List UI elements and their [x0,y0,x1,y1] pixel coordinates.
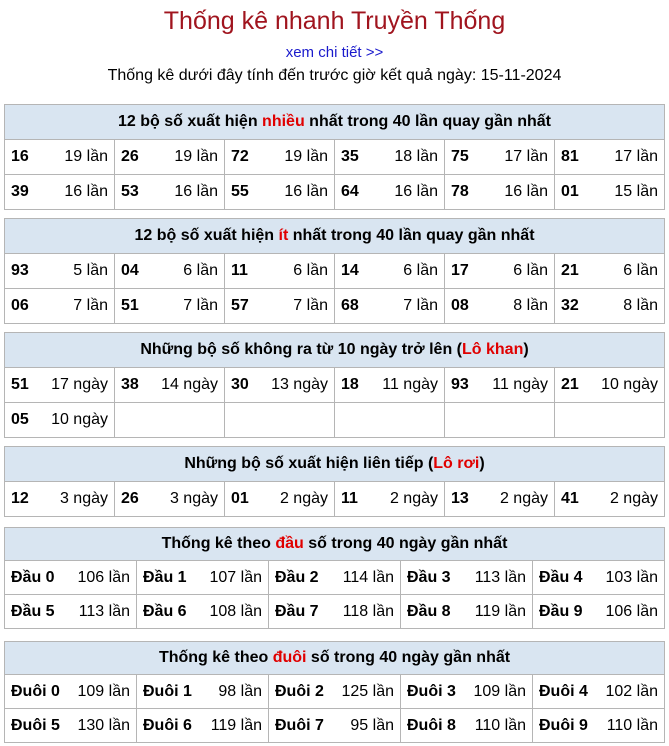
stat-number: 01 [561,183,579,200]
stat-cell [5,709,137,743]
header-text: ) [523,341,529,358]
header-text: Thống kê theo [161,535,276,552]
page-header [0,0,669,86]
stat-number: 35 [341,148,359,165]
stat-number: 26 [121,490,139,507]
stat-count: 119 lần [210,716,262,734]
roi-section-header [5,447,665,482]
stat-number: 72 [231,148,249,165]
table-row [5,595,665,629]
stat-number: 26 [121,148,139,165]
stat-count: 2 ngày [389,490,438,507]
lo-roi-table [4,446,665,517]
stat-number: Đầu 0 [11,568,55,586]
stat-cell [269,595,401,629]
stat-count: 95 lần [350,716,394,734]
stat-number: Đuôi 0 [11,682,60,700]
page-subtitle: Thống kê dưới đây tính đến trước giờ kết quả ngày: 15-11-2024 [107,67,562,84]
stat-cell [225,368,335,403]
stat-number: 05 [11,411,29,428]
stat-count: 110 lần [606,716,658,734]
table-row [5,561,665,595]
stat-number: 13 [451,490,469,507]
stat-number: 41 [561,490,579,507]
stat-number: 75 [451,148,469,165]
stat-cell [225,482,335,517]
header-highlight: đầu [275,535,304,552]
most-frequent-table [4,104,665,210]
stat-number: Đuôi 9 [539,716,588,734]
stat-number: 39 [11,183,29,200]
stat-cell [401,561,533,595]
stat-count: 16 lần [64,183,108,200]
stat-number: 38 [121,376,139,393]
stat-count: 11 ngày [492,376,548,393]
stat-count: 3 ngày [59,490,108,507]
stat-number: 16 [11,148,29,165]
stat-number: Đầu 9 [539,602,583,620]
stat-number: 81 [561,148,579,165]
stat-number: 01 [231,490,249,507]
stat-cell [5,675,137,709]
stat-cell [555,254,665,289]
stat-cell [445,140,555,175]
header-text: Những bộ số không ra từ 10 ngày trở lên ( [140,341,462,358]
stat-cell [269,561,401,595]
stat-cell [445,368,555,403]
stat-count: 2 ngày [499,490,548,507]
lo-khan-table [4,332,665,438]
stat-number: Đuôi 1 [143,682,192,700]
stat-cell [5,289,115,324]
header-text: số trong 40 ngày gần nhất [303,535,508,552]
stat-count: 3 ngày [169,490,218,507]
header-highlight: đuôi [272,649,307,666]
stat-cell [555,368,665,403]
stat-number: 30 [231,376,249,393]
stat-cell [445,175,555,210]
page-title: Thống kê nhanh Truyền Thống [163,7,506,35]
header-text: Những bộ số xuất hiện liên tiếp ( [184,455,434,472]
stat-cell [269,709,401,743]
stat-count: 102 lần [605,682,658,700]
table-row [5,675,665,709]
most-section-header [5,105,665,140]
stat-cell [115,403,225,438]
stat-cell [115,175,225,210]
stat-count: 7 lần [183,297,218,314]
stat-count: 98 lần [218,682,262,700]
stat-cell [401,675,533,709]
stat-cell [445,289,555,324]
stat-number: Đuôi 2 [275,682,324,700]
stat-count: 8 lần [623,297,658,314]
stat-count: 16 lần [394,183,438,200]
stat-count: 17 lần [504,148,548,165]
table-row [5,709,665,743]
stat-count: 2 ngày [279,490,328,507]
stat-number: 55 [231,183,249,200]
stat-count: 113 lần [78,602,130,620]
header-text: số trong 40 ngày gần nhất [306,649,511,666]
stat-number: Đầu 2 [275,568,319,586]
stat-count: 6 lần [183,262,218,279]
table-row [5,403,665,438]
stat-count: 2 ngày [609,490,658,507]
header-highlight: nhiều [262,113,305,130]
stat-cell [137,561,269,595]
stat-count: 16 lần [284,183,328,200]
stat-count: 125 lần [341,682,394,700]
stat-cell [335,254,445,289]
stat-count: 13 ngày [271,376,328,393]
stat-count: 130 lần [77,716,130,734]
stat-cell [5,368,115,403]
stat-count: 7 lần [293,297,328,314]
stat-cell [401,709,533,743]
stat-count: 16 lần [174,183,218,200]
stat-number: 53 [121,183,139,200]
stat-cell [335,403,445,438]
stat-cell [115,368,225,403]
stat-count: 107 lần [209,568,262,586]
stat-number: 57 [231,297,249,314]
stat-count: 106 lần [605,602,658,620]
stat-cell [5,175,115,210]
stat-number: 06 [11,297,29,314]
stat-number: 51 [121,297,139,314]
stat-number: 21 [561,376,579,393]
stat-cell [225,175,335,210]
stat-cell [335,140,445,175]
table-row [5,140,665,175]
stat-count: 6 lần [293,262,328,279]
stat-number: Đầu 7 [275,602,319,620]
stat-number: 68 [341,297,359,314]
dau-section-header [5,528,665,561]
stat-number: 78 [451,183,469,200]
stat-cell [5,561,137,595]
header-text: nhất trong 40 lần quay gần nhất [304,113,551,130]
stat-number: 18 [341,376,359,393]
stat-cell [533,595,665,629]
stat-number: Đuôi 4 [539,682,588,700]
stat-number: Đầu 1 [143,568,187,586]
stat-count: 17 lần [614,148,658,165]
stat-number: Đuôi 5 [11,716,60,734]
stat-cell [115,482,225,517]
stat-number: 17 [451,262,469,279]
table-row [5,482,665,517]
stat-number: 93 [451,376,469,393]
stat-number: 12 [11,490,29,507]
stat-number: 32 [561,297,579,314]
stat-cell [401,595,533,629]
stat-count: 19 lần [64,148,108,165]
stat-cell [5,403,115,438]
header-highlight: Lô rơi [433,455,480,472]
stat-number: Đuôi 6 [143,716,192,734]
table-row [5,368,665,403]
header-text: nhất trong 40 lần quay gần nhất [288,227,535,244]
stat-number: 11 [231,262,248,279]
header-text: 12 bộ số xuất hiện [134,227,279,244]
stat-number: 21 [561,262,579,279]
header-text: Thống kê theo [158,649,273,666]
stat-count: 110 lần [474,716,526,734]
header-text: 12 bộ số xuất hiện [118,113,263,130]
stat-number: Đuôi 3 [407,682,456,700]
stat-cell [115,140,225,175]
stat-number: Đầu 8 [407,602,451,620]
stat-count: 10 ngày [51,411,108,428]
stat-count: 6 lần [623,262,658,279]
stat-count: 113 lần [474,568,526,586]
stat-cell [137,675,269,709]
stat-number: Đầu 6 [143,602,187,620]
stat-count: 16 lần [504,183,548,200]
stat-count: 8 lần [513,297,548,314]
table-row [5,175,665,210]
stat-count: 6 lần [513,262,548,279]
view-details-link[interactable]: xem chi tiết >> [285,44,384,61]
stat-cell [445,403,555,438]
stat-cell [225,403,335,438]
stat-count: 5 lần [73,262,108,279]
header-highlight: Lô khan [462,341,524,358]
stat-count: 119 lần [474,602,526,620]
stat-cell [5,595,137,629]
header-text: ) [479,455,485,472]
table-row [5,254,665,289]
stat-count: 118 lần [342,602,394,620]
least-section-header [5,219,665,254]
stat-cell [137,595,269,629]
stat-cell [225,254,335,289]
stat-number: Đầu 3 [407,568,451,586]
stat-count: 19 lần [284,148,328,165]
stat-cell [533,675,665,709]
stat-number: 14 [341,262,359,279]
stat-number: 51 [11,376,29,393]
stat-cell [555,140,665,175]
table-row [5,289,665,324]
khan-section-header [5,333,665,368]
stat-number: 08 [451,297,469,314]
stat-count: 14 ngày [161,376,218,393]
stat-cell [137,709,269,743]
least-frequent-table [4,218,665,324]
stat-number: Đầu 5 [11,602,55,620]
stat-cell [555,175,665,210]
stat-number: Đuôi 8 [407,716,456,734]
header-highlight: ít [278,227,289,244]
stat-count: 7 lần [403,297,438,314]
stat-cell [225,140,335,175]
stat-cell [533,709,665,743]
stat-cell [115,289,225,324]
stat-cell [555,482,665,517]
stat-cell [555,289,665,324]
stat-number: 11 [341,490,358,507]
stat-cell [533,561,665,595]
stat-count: 6 lần [403,262,438,279]
stat-count: 103 lần [605,568,658,586]
stat-cell [335,368,445,403]
stat-cell [335,482,445,517]
stat-count: 18 lần [394,148,438,165]
stat-count: 15 lần [614,183,658,200]
stat-cell [445,482,555,517]
stat-cell [555,403,665,438]
stat-number: 04 [121,262,139,279]
stat-count: 11 ngày [382,376,438,393]
dau-stats-table [4,527,665,629]
stat-cell [335,289,445,324]
stat-cell [5,482,115,517]
stat-count: 108 lần [209,602,262,620]
stat-count: 17 ngày [51,376,108,393]
stat-count: 19 lần [174,148,218,165]
stat-cell [225,289,335,324]
stat-count: 106 lần [77,568,130,586]
stat-cell [5,254,115,289]
stat-cell [335,175,445,210]
stat-count: 7 lần [73,297,108,314]
stat-count: 109 lần [473,682,526,700]
stat-count: 109 lần [77,682,130,700]
stat-count: 10 ngày [601,376,658,393]
stat-cell [445,254,555,289]
stat-count: 114 lần [342,568,394,586]
stat-number: Đuôi 7 [275,716,324,734]
stat-number: Đầu 4 [539,568,583,586]
duoi-stats-table [4,641,665,743]
stat-number: 93 [11,262,29,279]
stat-cell [115,254,225,289]
stat-cell [269,675,401,709]
duoi-section-header [5,642,665,675]
stat-number: 64 [341,183,359,200]
stat-cell [5,140,115,175]
